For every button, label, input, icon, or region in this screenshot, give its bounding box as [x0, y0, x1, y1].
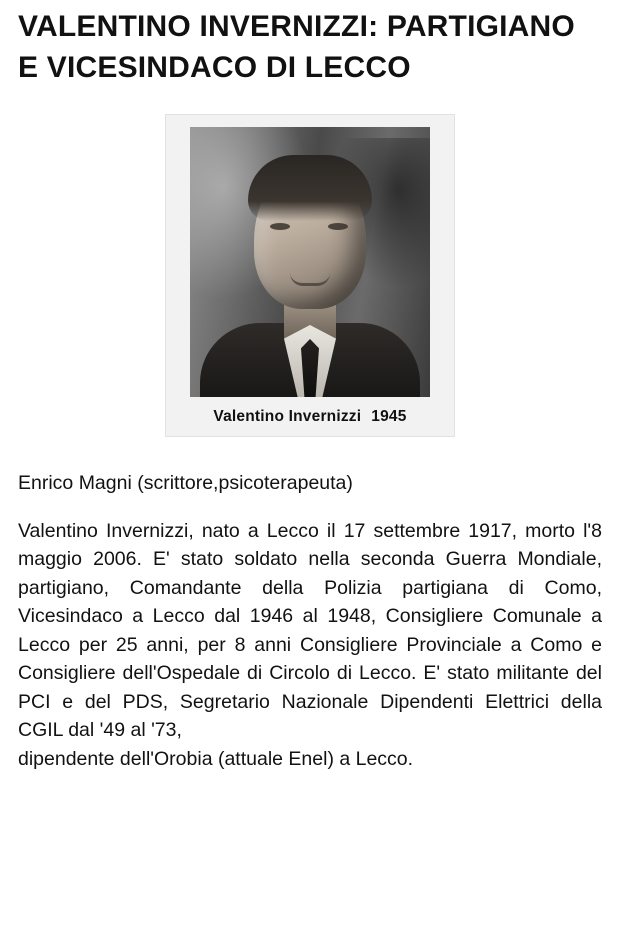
portrait-eye-right [328, 223, 348, 230]
portrait-hair-shape [248, 155, 372, 221]
author-byline: Enrico Magni (scrittore,psicoterapeuta) [18, 472, 353, 494]
body-paragraph-text: Valentino Invernizzi, nato a Lecco il 17 settembre 1917, morto l'8 maggio 2006. E' stato soldato nella seconda Guerra Mondiale, partigiano, Comandante della Polizia partigiana di Como, Vicesindaco a Lecco dal 1946 al 1948, Consigliere Comunale a Lecco per 25 anni, per 8 anni Consigliere Provinciale a Como e Consigliere dell'Ospedale di Circolo di Lecco. E' stato militante del PCI e del PDS, Segretario Nazionale Dipendenti Elettrici della CGIL dal '49 al '73, [18, 519, 602, 741]
portrait-photo [190, 127, 430, 397]
figure-caption-name: Valentino Invernizzi [213, 408, 362, 425]
portrait-figure [165, 114, 455, 437]
page-title: VALENTINO INVERNIZZI: PARTIGIANO E VICESINDACO DI LECCO [18, 10, 575, 84]
figure-caption-year: 1945 [371, 408, 407, 425]
figure-caption [178, 408, 442, 426]
portrait-eye-left [270, 223, 290, 230]
body-paragraph-last-line: dipendente dell'Orobia (attuale Enel) a Lecco. [18, 747, 414, 770]
body-paragraph [18, 517, 602, 774]
